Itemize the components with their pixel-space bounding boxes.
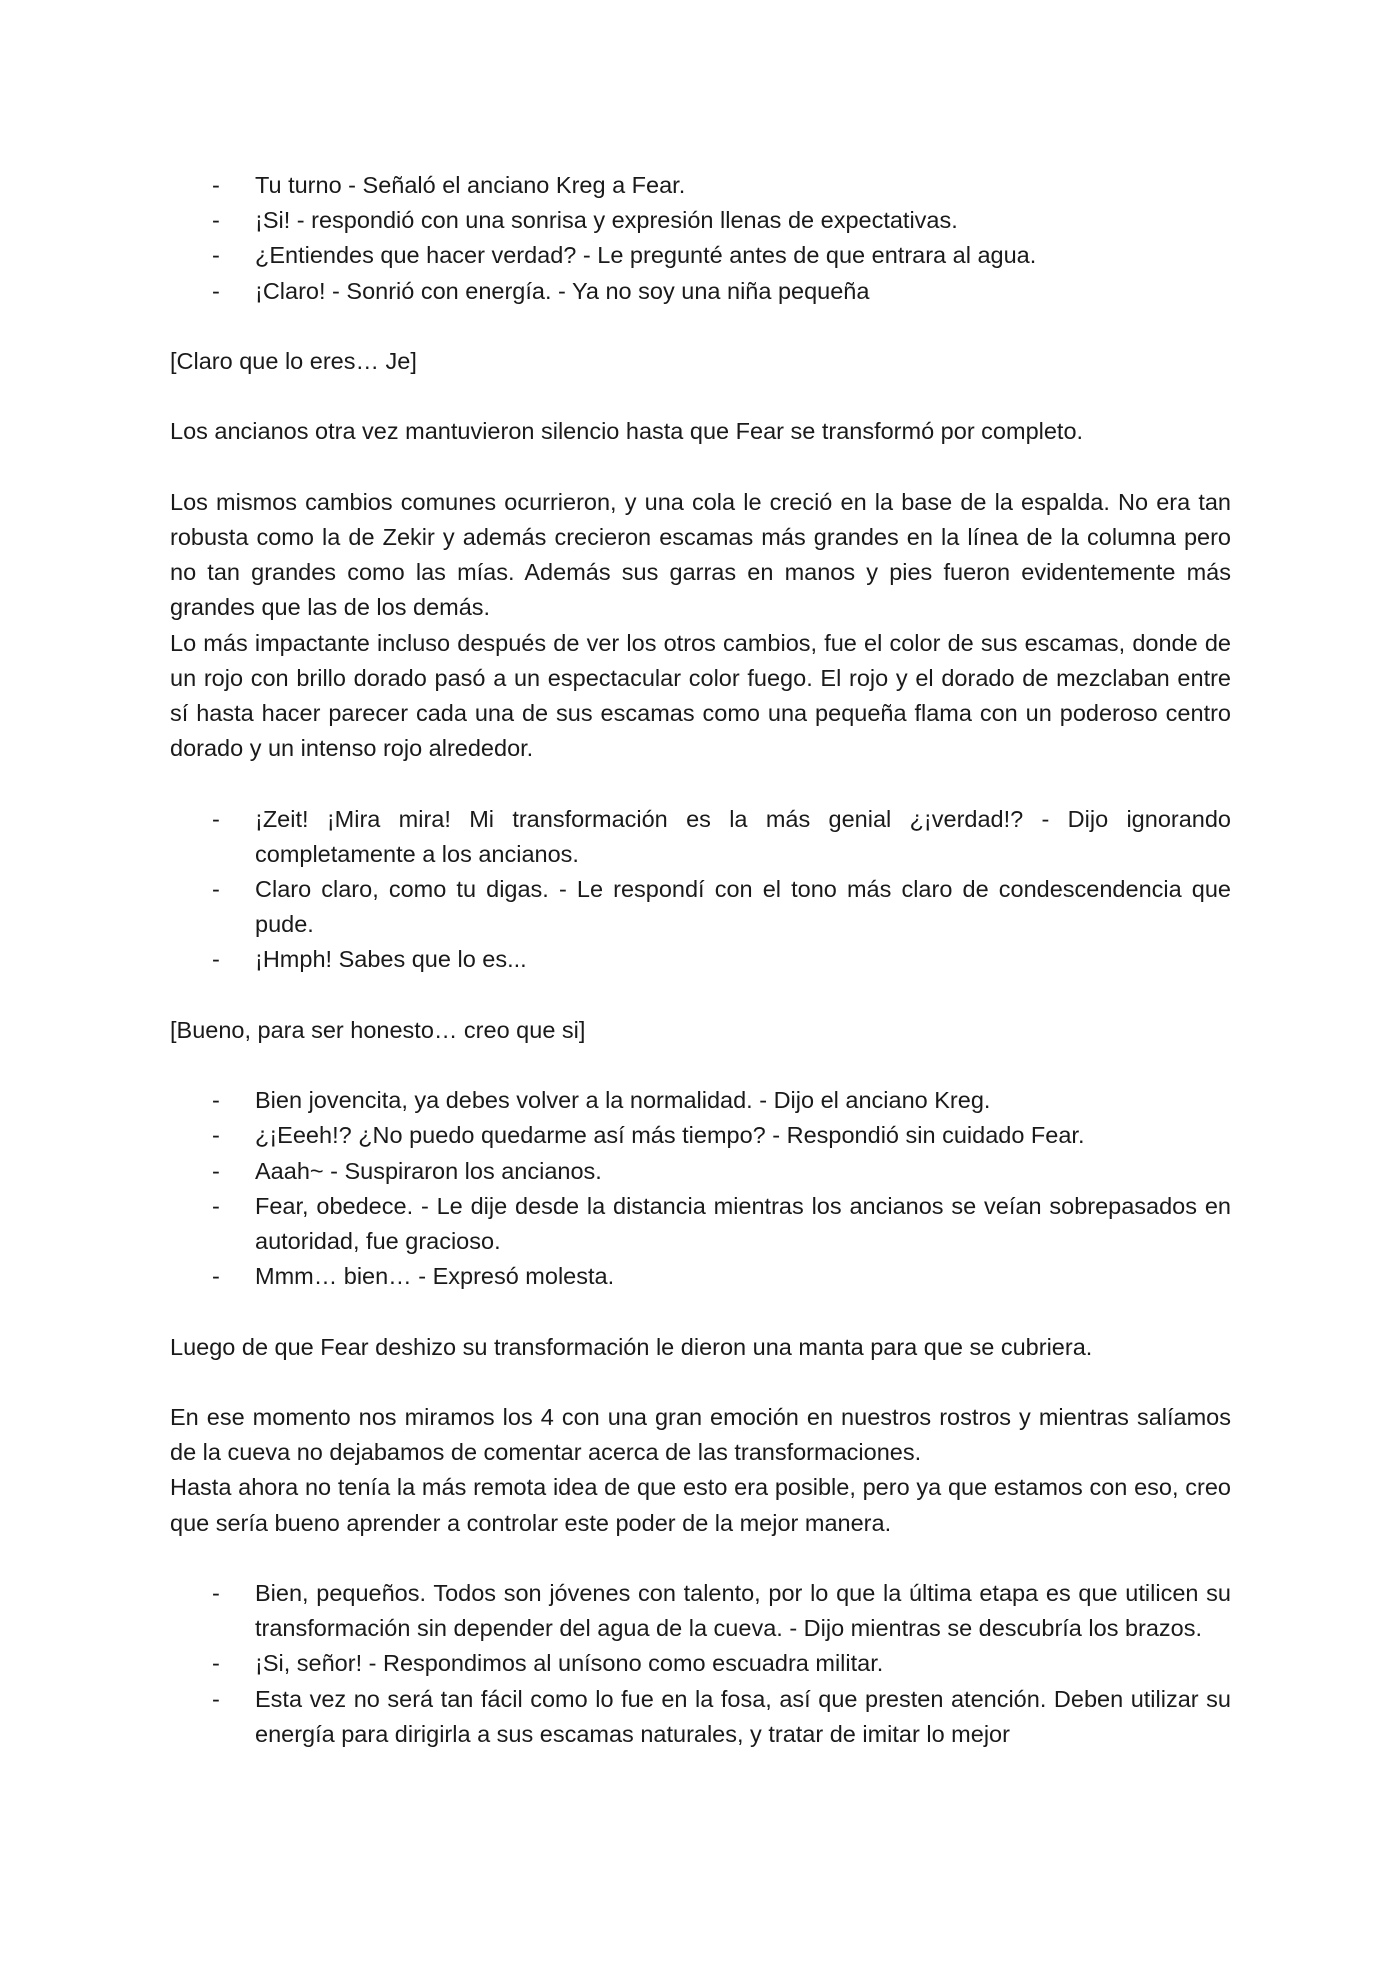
dash-marker: - [212, 876, 220, 902]
dialogue-text: ¡Claro! - Sonrió con energía. - Ya no soy una niña pequeña [255, 277, 870, 304]
dialogue-line [170, 1576, 1231, 1646]
dialogue-list [170, 802, 1231, 978]
dialogue-line [170, 1083, 1231, 1118]
paragraph: En ese momento nos miramos los 4 con una gran emoción en nuestros rostros y mientras salíamos de la cueva no dejabamos de comentar acerca de las transformaciones. [170, 1403, 1231, 1466]
dialogue-text: Fear, obedece. - Le dije desde la distancia mientras los ancianos se veían sobrepasados en autoridad, fue gracioso. [255, 1192, 1231, 1254]
dialogue-text: Bien, pequeños. Todos son jóvenes con talento, por lo que la última etapa es que utilicen su transformación sin depender del agua de la cueva. - Dijo mientras se descubría los brazos. [255, 1579, 1231, 1642]
dialogue-text: Aaah~ - Suspiraron los ancianos. [255, 1157, 602, 1184]
dash-marker: - [212, 242, 220, 269]
paragraph: Luego de que Fear deshizo su transformación le dieron una manta para que se cubriera. [170, 1333, 1093, 1360]
dash-marker: - [212, 1192, 220, 1219]
dialogue-text: ¡Si! - respondió con una sonrisa y expresión llenas de expectativas. [255, 207, 958, 234]
dash-marker: - [212, 1650, 220, 1677]
dialogue-line [170, 872, 1231, 942]
paragraph: [Claro que lo eres… Je] [170, 348, 417, 374]
dialogue-text: Tu turno - Señaló el anciano Kreg a Fear. [255, 172, 686, 198]
paragraph: Hasta ahora no tenía la más remota idea de que esto era posible, pero ya que estamos con eso, creo que sería bueno aprender a controlar este poder de la mejor manera. [170, 1474, 1231, 1536]
dialogue-line [170, 203, 1231, 238]
dialogue-line [170, 238, 1231, 273]
dash-marker: - [212, 1157, 220, 1184]
dialogue-line [170, 802, 1231, 872]
dialogue-text: Bien jovencita, ya debes volver a la normalidad. - Dijo el anciano Kreg. [255, 1087, 991, 1114]
dialogue-line [170, 1646, 1231, 1681]
dash-marker: - [212, 805, 220, 832]
dialogue-text: ¡Hmph! Sabes que lo es... [255, 946, 527, 973]
dialogue-line [170, 1189, 1231, 1259]
dash-marker: - [212, 1579, 220, 1606]
dialogue-list [170, 1083, 1231, 1294]
dialogue-text: Claro claro, como tu digas. - Le respondí con el tono más claro de condescendencia que pude. [255, 876, 1231, 938]
page-content [170, 168, 1231, 1752]
dash-marker: - [212, 946, 220, 973]
dialogue-text: ¡Si, señor! - Respondimos al unísono como escuadra militar. [255, 1650, 884, 1677]
dash-marker: - [212, 1087, 220, 1114]
dialogue-text: ¿Entiendes que hacer verdad? - Le pregunté antes de que entrara al agua. [255, 242, 1037, 269]
dialogue-line [170, 1154, 1231, 1189]
dash-marker: - [212, 1263, 220, 1290]
dialogue-line [170, 1259, 1231, 1294]
dialogue-line [170, 168, 1231, 203]
dialogue-line [170, 942, 1231, 977]
dialogue-list [170, 168, 1231, 309]
dash-marker: - [212, 172, 220, 198]
paragraph: [Bueno, para ser honesto… creo que si] [170, 1016, 586, 1043]
dialogue-line [170, 274, 1231, 309]
dash-marker: - [212, 1685, 220, 1712]
dash-marker: - [212, 1122, 220, 1149]
dash-marker: - [212, 277, 220, 304]
paragraph: Los ancianos otra vez mantuvieron silencio hasta que Fear se transformó por completo. [170, 418, 1084, 445]
dialogue-text: ¿¡Eeeh!? ¿No puedo quedarme así más tiempo? - Respondió sin cuidado Fear. [255, 1122, 1085, 1149]
dialogue-text: ¡Zeit! ¡Mira mira! Mi transformación es la más genial ¿¡verdad!? - Dijo ignorando completamente a los ancianos. [255, 805, 1231, 867]
dialogue-text: Mmm… bien… - Expresó molesta. [255, 1263, 615, 1290]
paragraph: Los mismos cambios comunes ocurrieron, y una cola le creció en la base de la espalda. No era tan robusta como la de Zekir y además crecieron escamas más grandes en la línea de la columna pero no tan grandes como las mías. Además sus garras en manos y pies fueron evidentemente más grandes que las de los demás. [170, 488, 1231, 621]
dialogue-line [170, 1682, 1231, 1752]
dash-marker: - [212, 207, 220, 234]
paragraph: Lo más impactante incluso después de ver los otros cambios, fue el color de sus escamas, donde de un rojo con brillo dorado pasó a un espectacular color fuego. El rojo y el dorado de mezclaban entre sí hasta hacer parecer cada una de sus escamas como una pequeña flama con un poderoso centro dorado y un intenso rojo alrededor. [170, 629, 1231, 762]
dialogue-list [170, 1576, 1231, 1752]
dialogue-line [170, 1118, 1231, 1153]
dialogue-text: Esta vez no será tan fácil como lo fue en la fosa, así que presten atención. Deben utilizar su energía para dirigirla a sus escamas naturales, y tratar de imitar lo mejor [255, 1685, 1231, 1747]
